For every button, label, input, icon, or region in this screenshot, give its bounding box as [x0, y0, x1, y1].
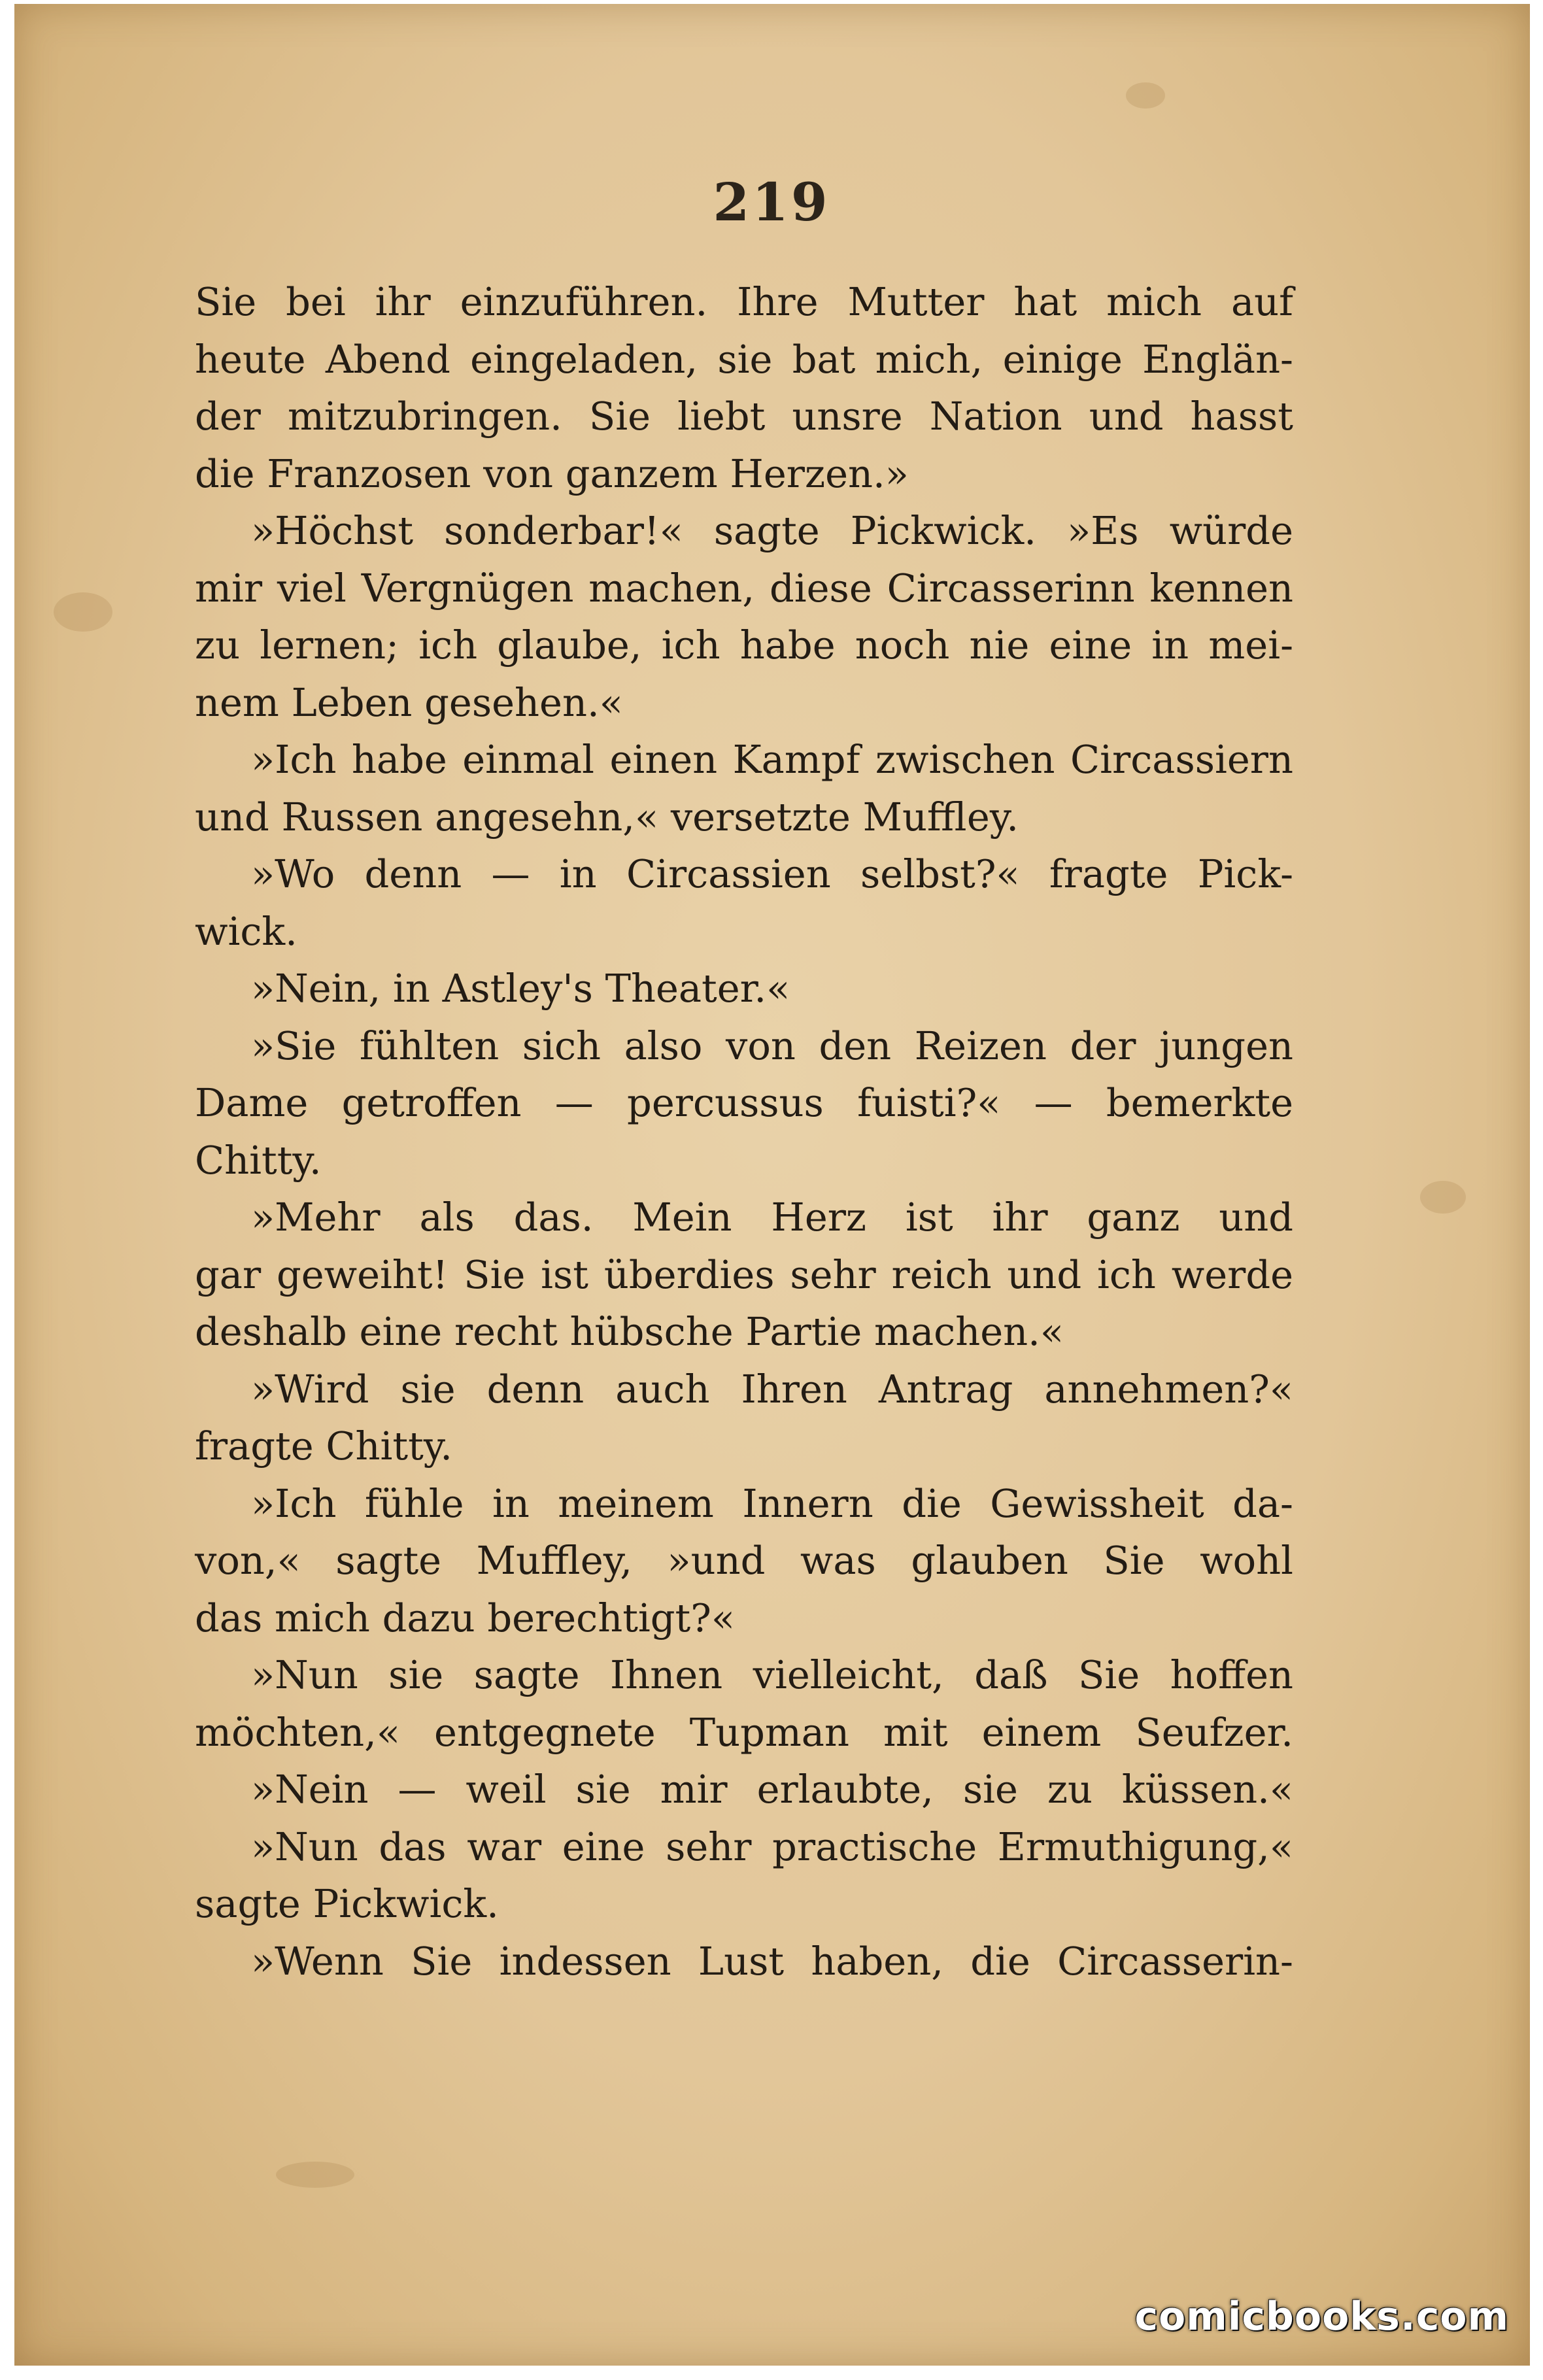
- page-number: 219: [713, 171, 830, 233]
- watermark: comicbooks.com: [1134, 2294, 1509, 2339]
- text-line: »Mehr als das. Mein Herz ist ihr ganz und: [251, 1195, 1293, 1240]
- text-line: von,« sagte Muffley, »und was glauben Sie wohl: [195, 1538, 1293, 1583]
- text-line: möchten,« entgegnete Tupman mit einem Seufzer.: [195, 1709, 1293, 1755]
- text-line: fragte Chitty.: [195, 1423, 453, 1469]
- text-line: »Nun das war eine sehr practische Ermuthigung,«: [251, 1824, 1293, 1869]
- text-line: »Sie fühlten sich also von den Reizen der jungen: [251, 1023, 1293, 1068]
- text-line: »Nein, in Astley's Theater.«: [251, 966, 790, 1011]
- text-line: »Nein — weil sie mir erlaubte, sie zu küssen.«: [251, 1767, 1293, 1812]
- text-line: die Franzosen von ganzem Herzen.»: [195, 450, 909, 496]
- text-line: »Wo denn — in Circassien selbst?« fragte Pick-: [251, 851, 1293, 896]
- text-line: »Ich habe einmal einen Kampf zwischen Circassiern: [251, 737, 1293, 782]
- text-line: Sie bei ihr einzuführen. Ihre Mutter hat mich auf: [195, 279, 1293, 324]
- text-line: »Höchst sonderbar!« sagte Pickwick. »Es würde: [251, 508, 1293, 553]
- text-line: Dame getroffen — percussus fuisti?« — bemerkte: [195, 1080, 1293, 1125]
- text-line: heute Abend eingeladen, sie bat mich, einige Englän-: [195, 336, 1293, 382]
- text-line: der mitzubringen. Sie liebt unsre Nation und hasst: [195, 394, 1293, 439]
- text-line: »Wenn Sie indessen Lust haben, die Circasserin-: [251, 1938, 1293, 1984]
- text-line: und Russen angesehn,« versetzte Muffley.: [195, 794, 1019, 840]
- text-line: mir viel Vergnügen machen, diese Circasserinn kennen: [195, 565, 1293, 611]
- text-line: »Nun sie sagte Ihnen vielleicht, daß Sie hoffen: [251, 1652, 1293, 1697]
- text-line: nem Leben gesehen.«: [195, 679, 623, 725]
- text-line: Chitty.: [195, 1137, 322, 1183]
- text-line: deshalb eine recht hübsche Partie machen.«: [195, 1309, 1064, 1354]
- text-line: wick.: [195, 908, 297, 954]
- text-line: »Ich fühle in meinem Innern die Gewissheit da-: [251, 1480, 1293, 1526]
- text-line: sagte Pickwick.: [195, 1881, 499, 1926]
- body-text: [195, 273, 1293, 1990]
- text-line: das mich dazu berechtigt?«: [195, 1595, 735, 1640]
- text-line: »Wird sie denn auch Ihren Antrag annehmen?«: [251, 1366, 1293, 1412]
- text-line: zu lernen; ich glaube, ich habe noch nie eine in mei-: [195, 622, 1293, 668]
- text-line: gar geweiht! Sie ist überdies sehr reich und ich werde: [195, 1251, 1293, 1297]
